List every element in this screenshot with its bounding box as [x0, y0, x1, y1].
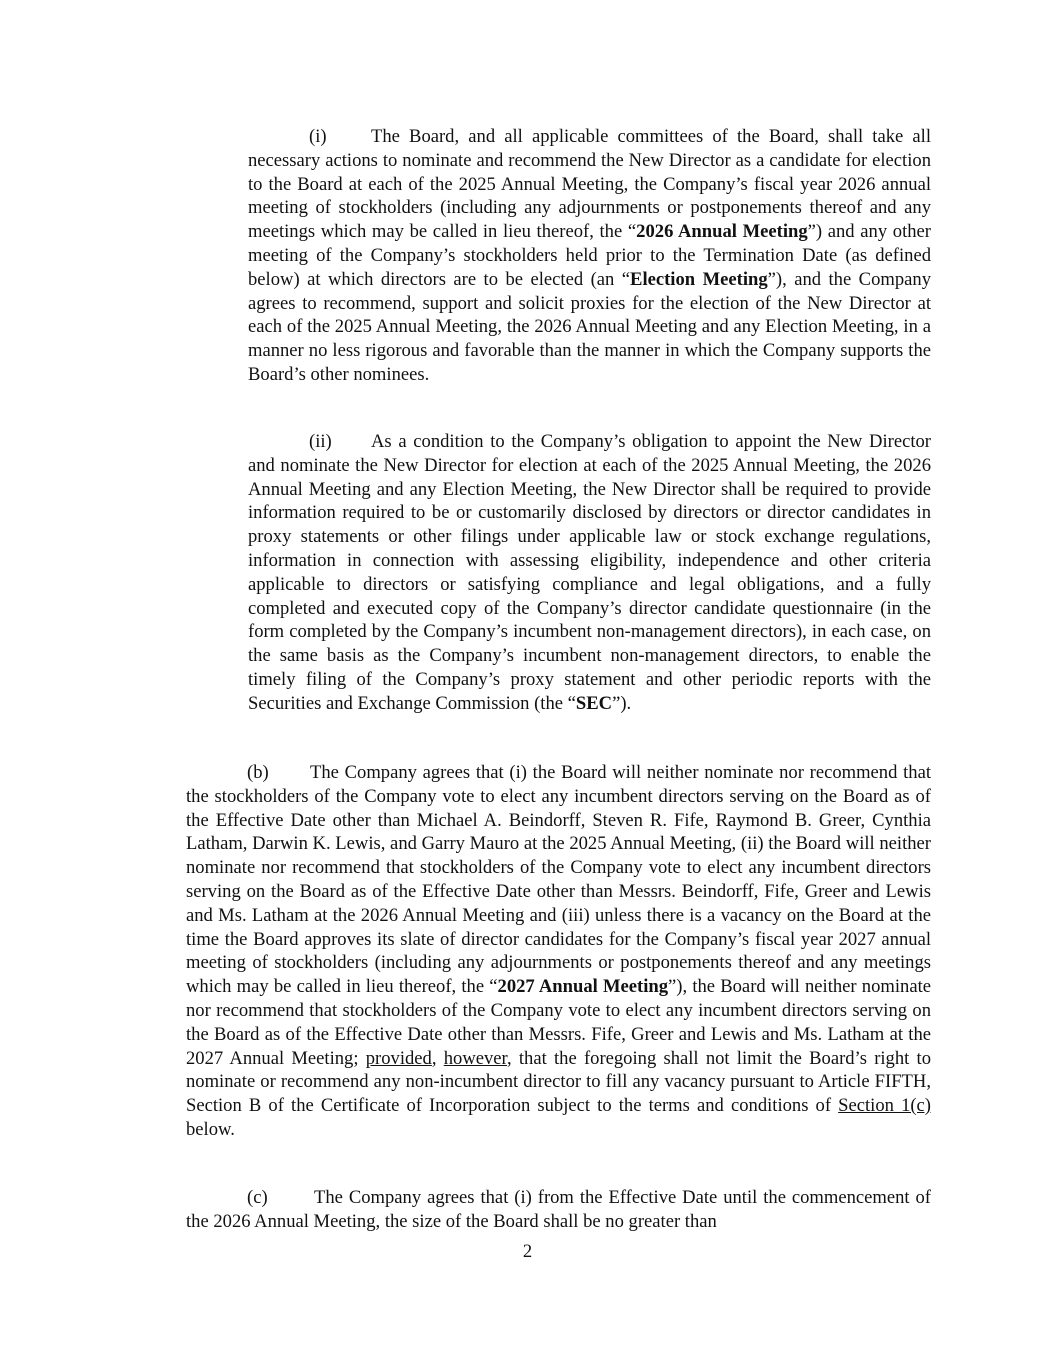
defined-term: Election Meeting — [630, 268, 768, 290]
paragraph-text: , — [431, 1047, 444, 1069]
paragraph-number: (i) — [309, 126, 327, 147]
paragraph-text: The Company agrees that (i) from the Effective Date until the commencement of the 2026 Annual Meeting, the size of the Board shall be no greater than — [186, 1187, 931, 1232]
paragraph-text: ”), the Board will neither nominate nor recommend that stockholders of the Company vote to elect any incumbent directors serving on the Board as of the Effective Date other than Messrs. Fife, Greer and Lewis and Ms. Latham at the 2027 Annual Meeting; — [186, 976, 931, 1069]
paragraph-number: (ii) — [309, 431, 332, 452]
defined-term: SEC — [575, 692, 613, 714]
paragraph-1a-ii — [248, 430, 931, 716]
paragraph-1b — [186, 761, 931, 1142]
paragraph-text: ”). — [612, 692, 632, 714]
paragraph-text: The Company agrees that (i) the Board will neither nominate nor recommend that the stockholders of the Company vote to elect any incumbent directors serving on the Board as of the Effective Date other than Michael A. Beindorff, Steven R. Fife, Raymond B. Greer, Cynthia Latham, Darwin K. Lewis, and Garry Mauro at the 2025 Annual Meeting, (ii) the Board will neither nominate nor recommend that stockholders of the Company vote to elect any incumbent directors serving on the Board as of the Effective Date other than Messrs. Beindorff, Fife, Greer and Lewis and Ms. Latham at the 2026 Annual Meeting and (iii) unless there is a vacancy on the Board at the time the Board approves its slate of director candidates for the Company’s fiscal year 2027 annual meeting of stockholders (including any adjournments or postponements thereof and any meetings which may be called in lieu thereof, the “ — [186, 762, 931, 998]
paragraph-text: ”) and any other meeting of the Company’s stockholders held prior to the Termination Date (as defined below) at which directors are to be elected (an “ — [248, 221, 931, 290]
defined-term: 2026 Annual Meeting — [636, 221, 808, 243]
paragraph-text: below. — [186, 1118, 235, 1140]
paragraph-number: (b) — [247, 762, 269, 783]
page-number: 2 — [522, 1241, 533, 1262]
paragraph-number: (c) — [247, 1187, 268, 1208]
paragraph-text: The Board, and all applicable committees of the Board, shall take all necessary actions to nominate and recommend the New Director as a candidate for election to the Board at each of the 2025 Annual Meeting, the Company’s fiscal year 2026 annual meeting of stockholders (including any adjournments or postponements thereof and any meetings which may be called in lieu thereof, the “ — [248, 126, 931, 243]
paragraph-text: , that the foregoing shall not limit the Board’s right to nominate or recommend any non-incumbent director to fill any vacancy pursuant to Article FIFTH, Section B of the Certificate of Incorporation subject to the terms and conditions of — [186, 1047, 931, 1117]
paragraph-1a-i — [248, 125, 931, 387]
underlined-term: however — [443, 1047, 508, 1069]
paragraph-text: As a condition to the Company’s obligation to appoint the New Director and nominate the New Director for election at each of the 2025 Annual Meeting, the 2026 Annual Meeting and any Election Meeting, the New Director shall be required to provide information required to be or customarily disclosed by directors or director candidates in proxy statements or other filings under applicable law or stock exchange regulations, information in connection with assessing eligibility, independence and other criteria applicable to directors or satisfying compliance and legal obligations, and a fully completed and executed copy of the Company’s director candidate questionnaire (in the form completed by the Company’s incumbent non-management directors), in each case, on the same basis as the Company’s incumbent non-management directors, to enable the timely filing of the Company’s proxy statement and other periodic reports with the Securities and Exchange Commission (the “ — [248, 431, 931, 714]
defined-term: 2027 Annual Meeting — [497, 976, 669, 998]
underlined-term: provided — [365, 1047, 432, 1069]
section-reference: Section 1(c) — [838, 1095, 931, 1117]
paragraph-text: ”), and the Company agrees to recommend, support and solicit proxies for the election of the New Director at each of the 2025 Annual Meeting, the 2026 Annual Meeting and any Election Meeting, in a manner no less rigorous and favorable than the manner in which the Company supports the Board’s other nominees. — [248, 268, 931, 385]
paragraph-1c — [186, 1186, 931, 1234]
